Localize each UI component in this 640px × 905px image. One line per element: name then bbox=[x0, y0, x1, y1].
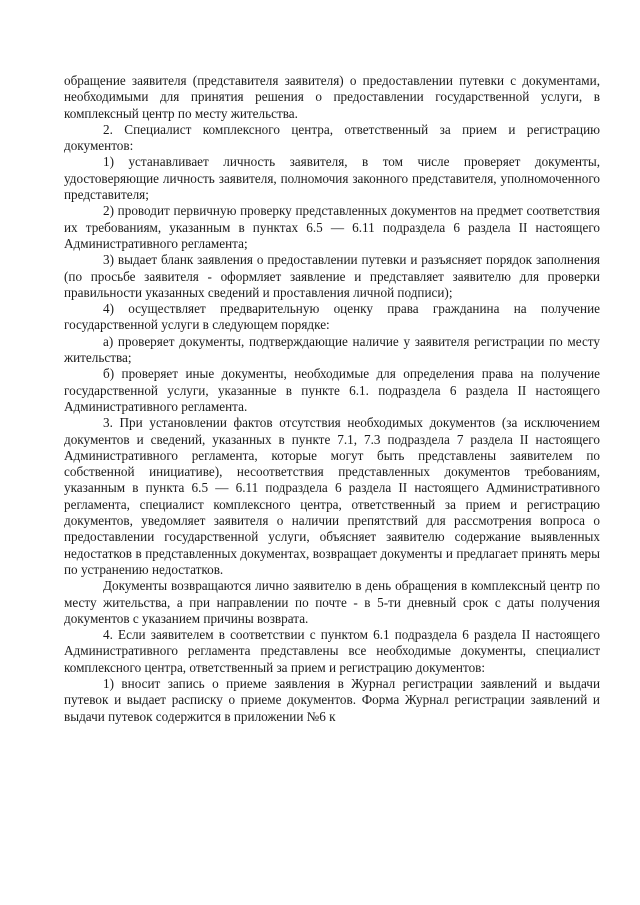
paragraph-subitem-2: 2) проводит первичную проверку представленных документов на предмет соответствия их требованиям, указанным в пунктах 6.5 — 6.11 подраздела 6 раздела II настоящего Административного регламента; bbox=[64, 203, 600, 251]
paragraph-subitem-b: б) проверяет иные документы, необходимые для определения права на получение государственной услуги, указанные в пункте 6.1. подраздела 6 раздела II настоящего Административного регламента. bbox=[64, 366, 600, 414]
paragraph-subitem-1-registration: 1) вносит запись о приеме заявления в Журнал регистрации заявлений и выдачи путевок и выдает расписку о приеме документов. Форма Журнал регистрации заявлений и выдачи путевок содержится в приложении №6 к bbox=[64, 675, 600, 724]
document-page bbox=[64, 73, 600, 725]
paragraph-subitem-a: а) проверяет документы, подтверждающие наличие у заявителя регистрации по месту жительства; bbox=[64, 333, 600, 366]
paragraph-continuation: обращение заявителя (представителя заявителя) о предоставлении путевки с документами, необходимыми для принятия решения о предоставлении государственной услуги, в комплексный центр по месту жительства. bbox=[64, 73, 600, 121]
paragraph-subitem-1: 1) устанавливает личность заявителя, в том числе проверяет документы, удостоверяющие личность заявителя, полномочия законного представителя, уполномоченного представителя; bbox=[64, 154, 600, 203]
paragraph-item-3: 3. При установлении фактов отсутствия необходимых документов (за исключением документов и сведений, указанных в пункте 7.1, 7.3 подраздела 7 раздела II настоящего Административного регламента, которые могут быть представлены заявителем по собственной инициативе), несоответствия представленных документов требованиям, указанным в пункта 6.5 — 6.11 подраздела 6 раздела II настоящего Административного регламента, специалист комплексного центра, ответственный за прием и регистрацию документов, уведомляет заявителя о наличии препятствий для рассмотрения вопроса о предоставлении государственной услуги, объясняет заявителю содержание выявленных недостатков в представленных документах, возвращает документы и предлагает принять меры по устранению недостатков. bbox=[64, 415, 600, 577]
paragraph-documents-return: Документы возвращаются лично заявителю в день обращения в комплексный центр по месту жительства, а при направлении по почте - в 5-ти дневный срок с даты получения документов с указанием причины возврата. bbox=[64, 578, 600, 626]
paragraph-subitem-4: 4) осуществляет предварительную оценку права гражданина на получение государственной услуги в следующем порядке: bbox=[64, 301, 600, 333]
paragraph-item-4: 4. Если заявителем в соответствии с пунктом 6.1 подраздела 6 раздела II настоящего Административного регламента представлены все необходимые документы, специалист комплексного центра, ответственный за прием и регистрацию документов: bbox=[64, 627, 600, 675]
paragraph-subitem-3: 3) выдает бланк заявления о предоставлении путевки и разъясняет порядок заполнения (по просьбе заявителя - оформляет заявление и представляет заявителю для проверки правильности указанных сведений и проставления личной подписи); bbox=[64, 252, 600, 300]
paragraph-item-2: 2. Специалист комплексного центра, ответственный за прием и регистрацию документов: bbox=[64, 121, 600, 154]
